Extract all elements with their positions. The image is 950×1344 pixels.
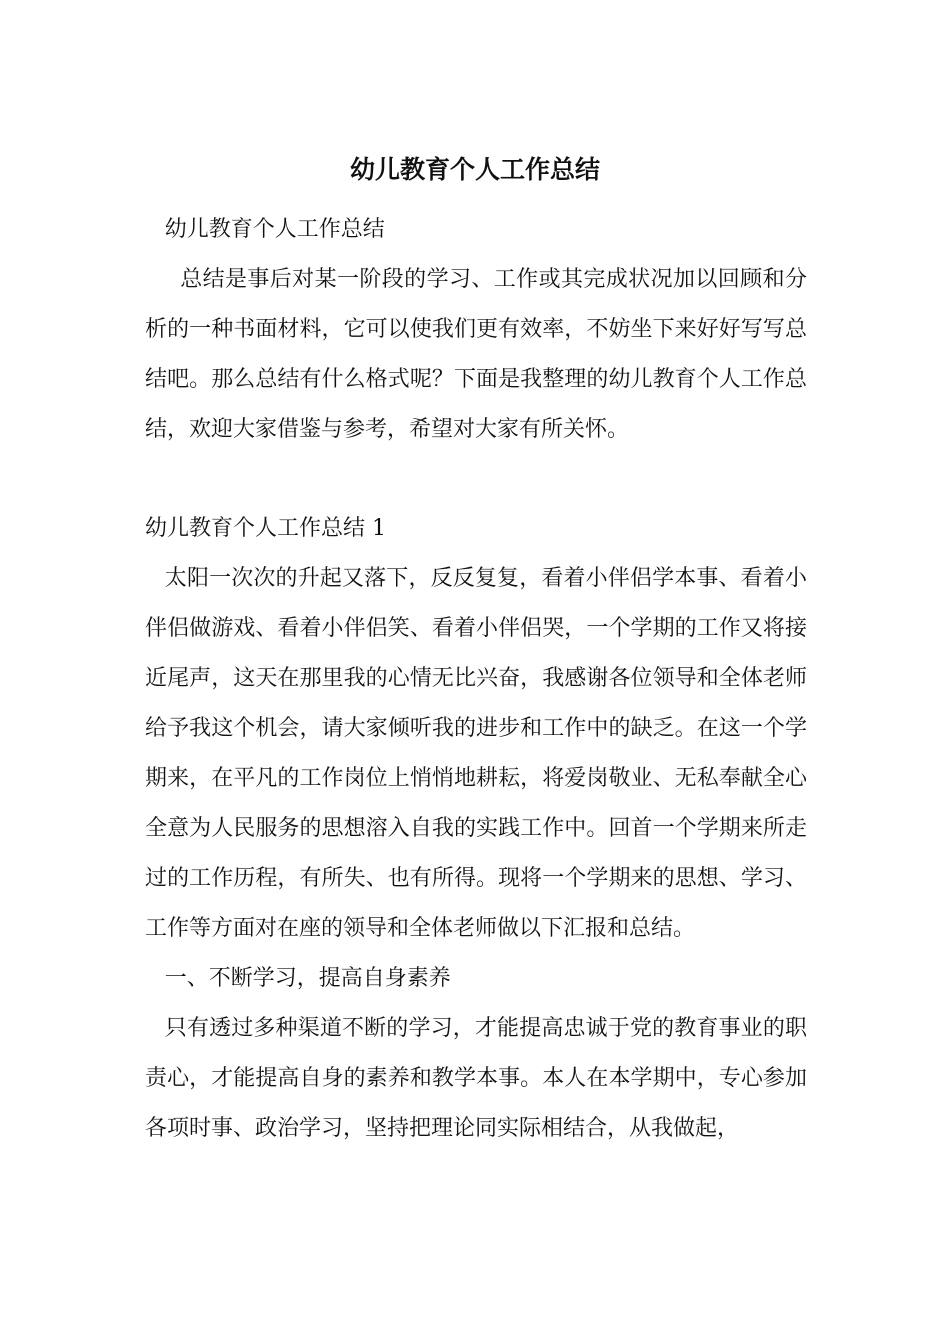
point-heading: 一、不断学习，提高自身素养 — [164, 966, 451, 991]
document-subtitle: 幼儿教育个人工作总结 — [164, 217, 385, 242]
document-body — [145, 205, 807, 1154]
paragraph-spacer — [145, 455, 807, 504]
intro-paragraph: 总结是事后对某一阶段的学习、工作或其完成状况加以回顾和分析的一种书面材料，它可以使我们更有效率，不妨坐下来好好写写总结吧。那么总结有什么格式呢？下面是我整理的幼儿教育个人工作总结，欢迎大家借鉴与参考，希望对大家有所关怀。 — [145, 267, 807, 442]
point-paragraph: 只有透过多种渠道不断的学习，才能提高忠诚于党的教育事业的职责心，才能提高自身的素养和教学本事。本人在本学期中，专心参加各项时事、政治学习，坚持把理论同实际相结合，从我做起， — [145, 1016, 807, 1141]
section-paragraph: 太阳一次次的升起又落下，反反复复，看着小伴侣学本事、看着小伴侣做游戏、看着小伴侣笑、看着小伴侣哭，一个学期的工作又将接近尾声，这天在那里我的心情无比兴奋，我感谢各位领导和全体老师给予我这个机会，请大家倾听我的进步和工作中的缺乏。在这一个学期来，在平凡的工作岗位上悄悄地耕耘，将爱岗敬业、无私奉献全心全意为人民服务的思想溶入自我的实践工作中。回首一个学期来所走过的工作历程，有所失、也有所得。现将一个学期来的思想、学习、工作等方面对在座的领导和全体老师做以下汇报和总结。 — [145, 566, 807, 941]
document-title: 幼儿教育个人工作总结 — [349, 155, 600, 184]
section-heading: 幼儿教育个人工作总结 1 — [145, 516, 386, 541]
